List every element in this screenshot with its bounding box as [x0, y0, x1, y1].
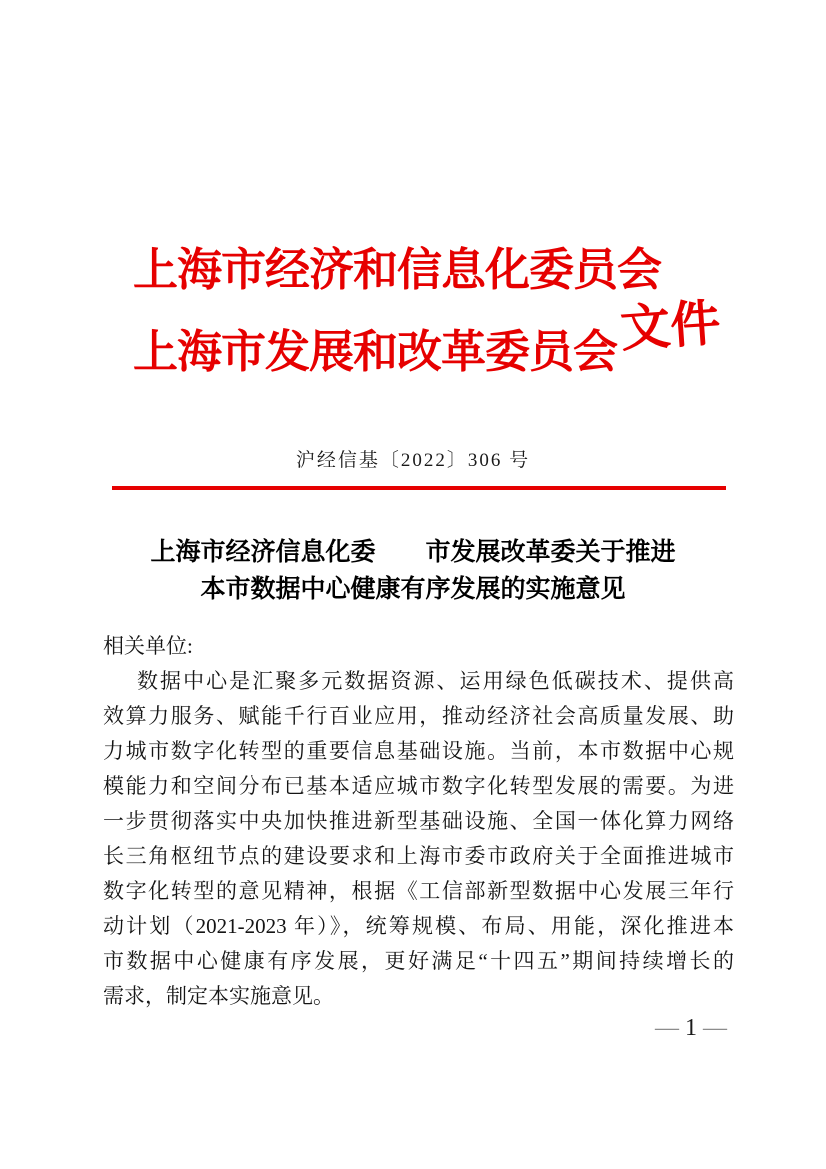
body-line: 力城市数字化转型的重要信息基础设施。当前，本市数据中心规 — [103, 739, 734, 763]
red-divider — [112, 486, 726, 490]
body-line: 市数据中心健康有序发展，更好满足“十四五”期间持续增长的 — [103, 949, 734, 973]
body-text — [103, 629, 734, 1014]
page-number-dash-left: — — [655, 1015, 679, 1041]
document-label: 文件 — [618, 294, 723, 358]
page-number — [655, 1016, 727, 1040]
body-line: 需求，制定本实施意见。 — [103, 984, 334, 1008]
org-name-line1: 上海市经济和信息化委员会 — [133, 245, 662, 295]
document-title — [0, 534, 826, 608]
body-line: 动计划（2021-2023 年）》，统筹规模、布局、用能，深化推进本 — [103, 914, 734, 938]
document-number: 沪经信基〔2022〕306 号 — [295, 450, 531, 471]
body-line: 数字化转型的意见精神，根据《工信部新型数据中心发展三年行 — [103, 879, 734, 903]
title-line2: 本市数据中心健康有序发展的实施意见 — [200, 576, 626, 603]
letterhead — [133, 229, 661, 393]
org-name-line2: 上海市发展和改革委员会 — [133, 327, 618, 377]
salutation: 相关单位: — [103, 634, 193, 658]
body-line: 数据中心是汇聚多元数据资源、运用绿色低碳技术、提供高 — [137, 669, 734, 693]
body-line: 一步贯彻落实中央加快推进新型基础设施、全国一体化算力网络 — [103, 809, 734, 833]
body-paragraph — [103, 664, 734, 1014]
page-number-value: 1 — [685, 1015, 697, 1041]
body-line: 长三角枢纽节点的建设要求和上海市委市政府关于全面推进城市 — [103, 844, 734, 868]
title-line1: 上海市经济信息化委 市发展改革委关于推进 — [150, 539, 676, 566]
page-number-dash-right: — — [703, 1015, 727, 1041]
body-line: 模能力和空间分布已基本适应城市数字化转型发展的需要。为进 — [103, 774, 734, 798]
body-line: 效算力服务、赋能千行百业应用，推动经济社会高质量发展、助 — [103, 704, 734, 728]
